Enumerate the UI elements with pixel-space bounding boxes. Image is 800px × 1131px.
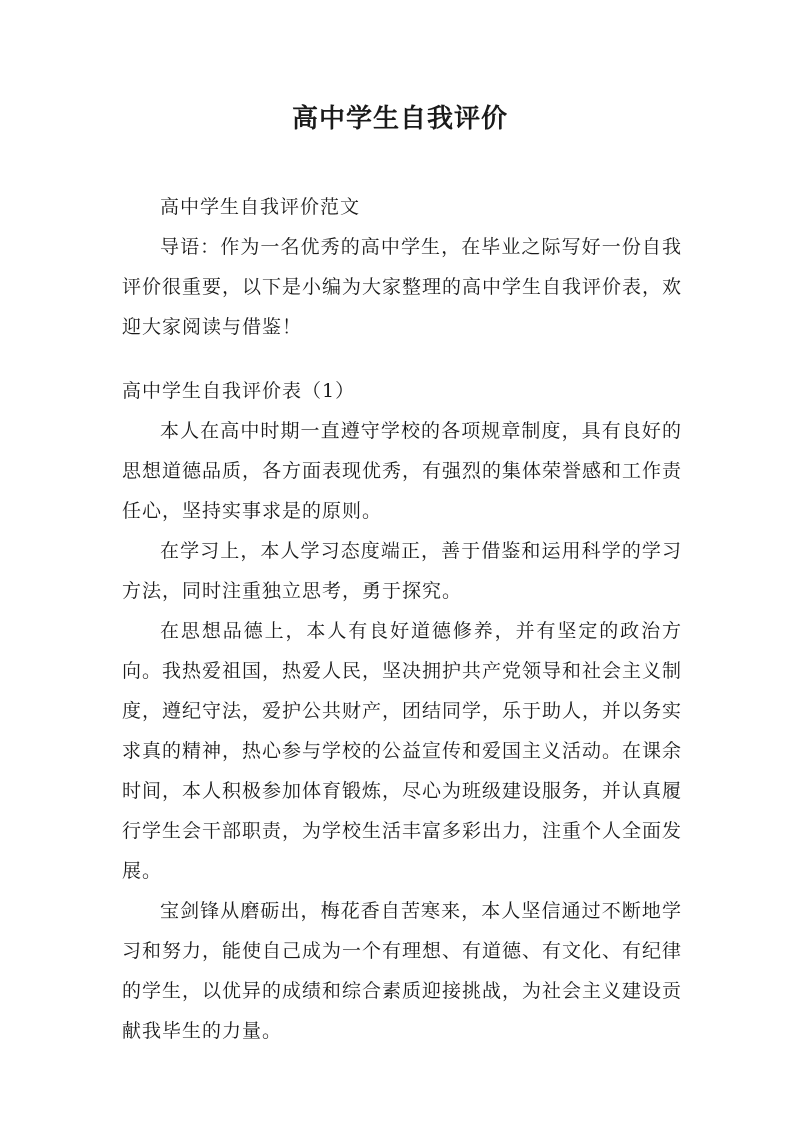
paragraph-3: 在思想品德上，本人有良好道德修养，并有坚定的政治方向。我热爱祖国，热爱人民，坚决拥护共产党领导和社会主义制度，遵纪守法，爱护公共财产，团结同学，乐于助人，并以务实求真的精神，热心参与学校的公益宣传和爱国主义活动。在课余时间，本人积极参加体育锻炼，尽心为班级建设服务，并认真履行学生会干部职责，为学校生活丰富多彩出力，注重个人全面发展。 xyxy=(122,620,683,882)
intro-guide: 导语：作为一名优秀的高中学生，在毕业之际写好一份自我评价很重要，以下是小编为大家整理的高中学生自我评价表，欢迎大家阅读与借鉴！ xyxy=(122,236,683,338)
paragraph-2: 在学习上，本人学习态度端正，善于借鉴和运用科学的学习方法，同时注重独立思考，勇于探究。 xyxy=(122,540,682,602)
section-heading: 高中学生自我评价表（1） xyxy=(122,380,356,402)
paragraph-1: 本人在高中时期一直遵守学校的各项规章制度，具有良好的思想道德品质，各方面表现优秀，有强烈的集体荣誉感和工作责任心，坚持实事求是的原则。 xyxy=(122,420,683,522)
section-1 xyxy=(122,371,682,1051)
paragraph-4: 宝剑锋从磨砺出，梅花香自苦寒来，本人坚信通过不断地学习和努力，能使自己成为一个有理想、有道德、有文化、有纪律的学生，以优异的成绩和综合素质迎接挑战，为社会主义建设贡献我毕生的力量。 xyxy=(122,900,683,1042)
intro-block xyxy=(122,187,682,347)
intro-subtitle: 高中学生自我评价范文 xyxy=(160,196,361,218)
document-title: 高中学生自我评价 xyxy=(291,104,508,134)
